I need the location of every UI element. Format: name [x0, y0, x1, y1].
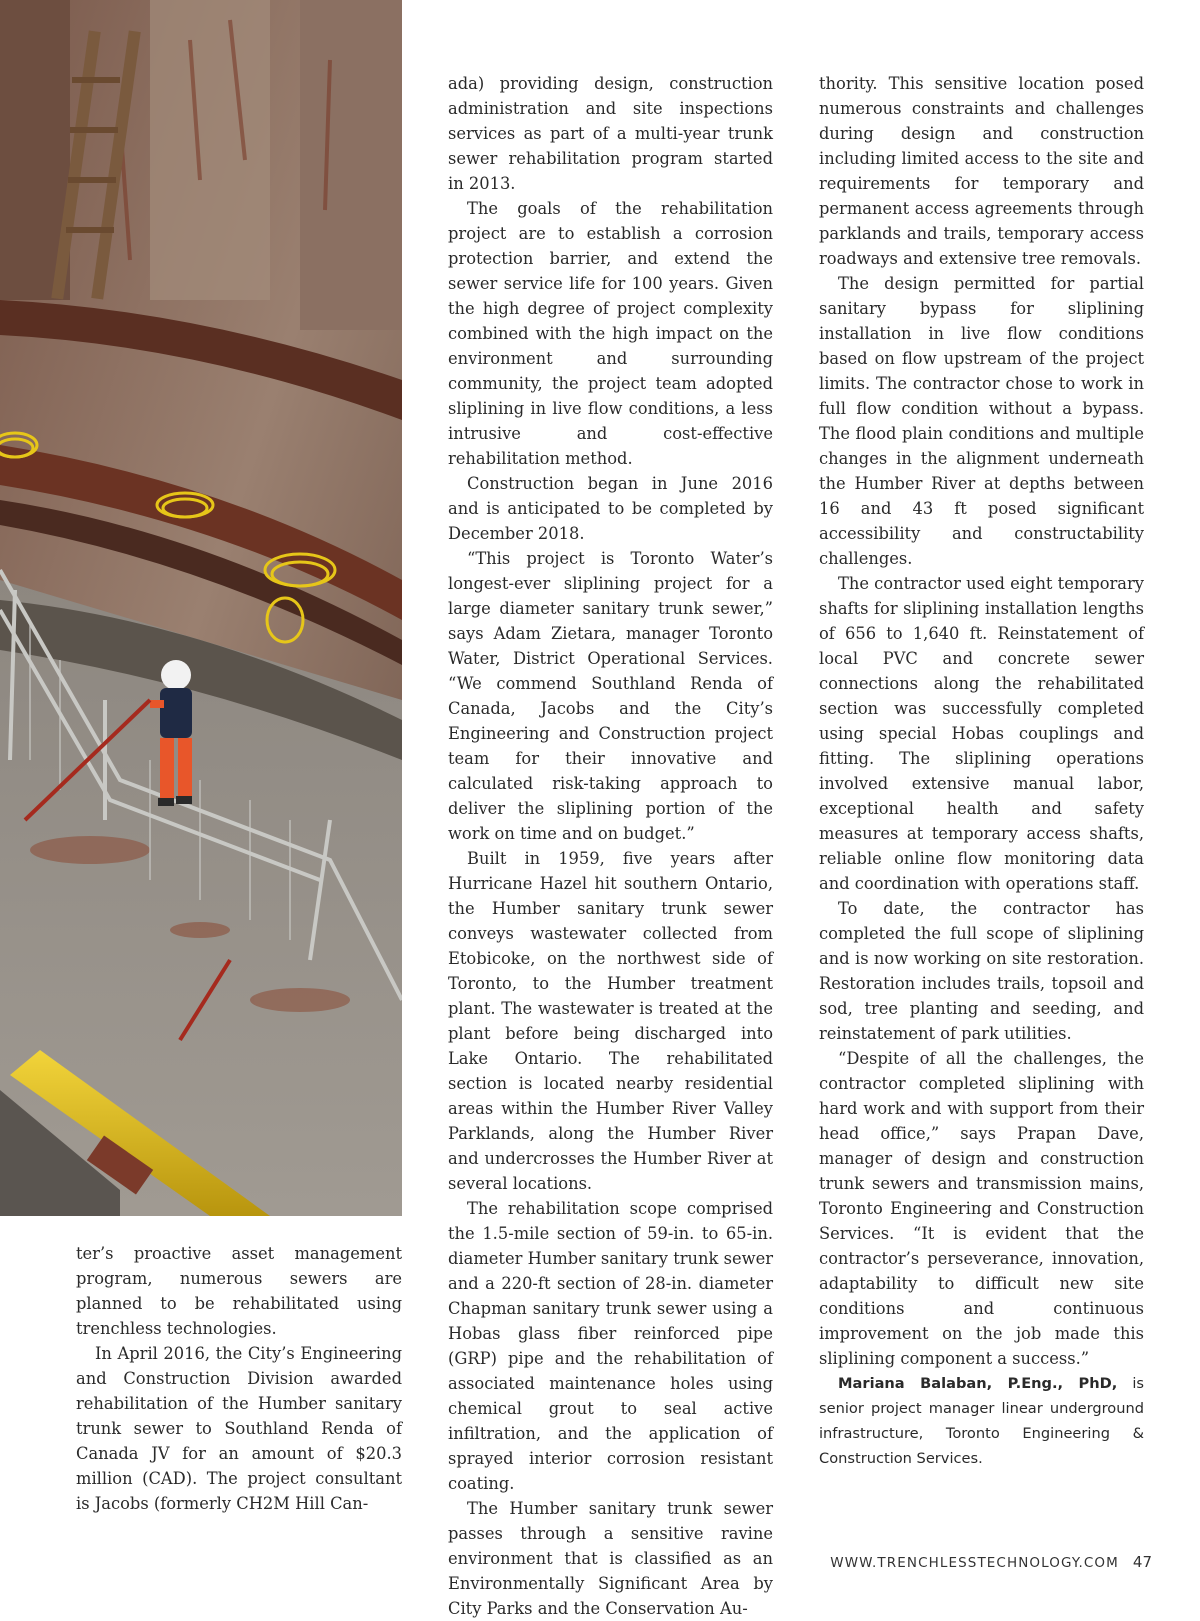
paragraph: ter’s proactive asset management program, numerous sewers are planned to be rehabilitated using trenchless technologies.: [76, 1244, 402, 1338]
paragraph: The design permitted for partial sanitary bypass for sliplining installation in live flow conditions based on flow upstream of the project limits. The contractor chose to work in full flow condition without a bypass. The flood plain conditions and multiple changes in the alignment underneath the Humber River at depths between 16 and 43 ft posed significant accessibility and constructability challenges.: [819, 274, 1144, 568]
paragraph: Construction began in June 2016 and is anticipated to be completed by December 2018.: [448, 474, 773, 543]
page-footer: [780, 1553, 1152, 1571]
paragraph: ada) providing design, construction administration and site inspections services as part of a multi-year trunk sewer rehabilitation program started in 2013.: [448, 74, 773, 193]
paragraph: The rehabilitation scope comprised the 1.5-mile section of 59-in. to 65-in. diameter Humber sanitary trunk sewer and a 220-ft section of 28-in. diameter Chapman sanitary trunk sewer using a Hobas glass fiber reinforced pipe (GRP) pipe and the rehabilitation of associated maintenance holes using chemical grout to seal active infiltration, and the application of sprayed interior corrosion resistant coating.: [448, 1199, 773, 1493]
paragraph: The Humber sanitary trunk sewer passes through a sensitive ravine environment that is classified as an Environmentally Significant Area by City Parks and the Conservation Au-: [448, 1499, 773, 1618]
author-bio: [819, 1371, 1144, 1471]
footer-website[interactable]: WWW.TRENCHLESSTECHNOLOGY.COM: [830, 1555, 1119, 1571]
paragraph: Built in 1959, five years after Hurricane Hazel hit southern Ontario, the Humber sanitary trunk sewer conveys wastewater collected from Etobicoke, on the northwest side of Toronto, to the Humber treatment plant. The wastewater is treated at the plant before being discharged into Lake Ontario. The rehabilitated section is located nearby residential areas within the Humber River Valley Parklands, along the Humber River and undercrosses the Humber River at several locations.: [448, 849, 773, 1193]
construction-shaft-photo-icon: [0, 0, 402, 1216]
paragraph: “This project is Toronto Water’s longest-ever sliplining project for a large diameter sanitary trunk sewer,” says Adam Zietara, manager Toronto Water, District Operational Services. “We commend Southland Renda of Canada, Jacobs and the City’s Engineering and Construction project team for their innovative and calculated risk-taking approach to deliver the sliplining portion of the work on time and on budget.”: [448, 549, 773, 843]
paragraph: To date, the contractor has completed the full scope of sliplining and is now working on site restoration. Restoration includes trails, topsoil and sod, tree planting and seeding, and reinstatement of park utilities.: [819, 899, 1144, 1043]
paragraph: In April 2016, the City’s Engineering and Construction Division awarded rehabilitation of the Humber sanitary trunk sewer to Southland Renda of Canada JV for an amount of $20.3 million (CAD). The project consultant is Jacobs (formerly CH2M Hill Can-: [76, 1344, 402, 1513]
page-number: 47: [1132, 1553, 1152, 1571]
article-column-2: [448, 71, 773, 1621]
paragraph: The goals of the rehabilitation project are to establish a corrosion protection barrier, and extend the sewer service life for 100 years. Given the high degree of project complexity combined with the high impact on the environment and surrounding community, the project team adopted sliplining in live flow conditions, a less intrusive and cost-effective rehabilitation method.: [448, 199, 773, 468]
paragraph: “Despite of all the challenges, the contractor completed sliplining with hard work and with support from their head office,” says Prapan Dave, manager of design and construction trunk sewers and transmission mains, Toronto Engineering and Construction Services. “It is evident that the contractor’s perseverance, innovation, adaptability to difficult new site conditions and continuous improvement on the job made this sliplining component a success.”: [819, 1049, 1144, 1368]
paragraph: The contractor used eight temporary shafts for sliplining installation lengths of 656 to 1,640 ft. Reinstatement of local PVC and concrete sewer connections along the rehabilitated section was successfully completed using special Hobas couplings and fitting. The sliplining operations involved extensive manual labor, exceptional health and safety measures at temporary access shafts, reliable online flow monitoring data and coordination with operations staff.: [819, 574, 1144, 893]
author-name: Mariana Balaban, P.Eng., PhD,: [838, 1375, 1118, 1392]
paragraph: thority. This sensitive location posed numerous constraints and challenges during design and construction including limited access to the site and requirements for temporary and permanent access agreements through parklands and trails, temporary access roadways and extensive tree removals.: [819, 74, 1144, 268]
construction-photo: [0, 0, 402, 1216]
article-column-3: [819, 71, 1144, 1471]
author-description: is senior project manager linear underground infrastructure, Toronto Engineering & Construction Services.: [819, 1375, 1144, 1467]
article-column-1: [76, 1241, 402, 1516]
